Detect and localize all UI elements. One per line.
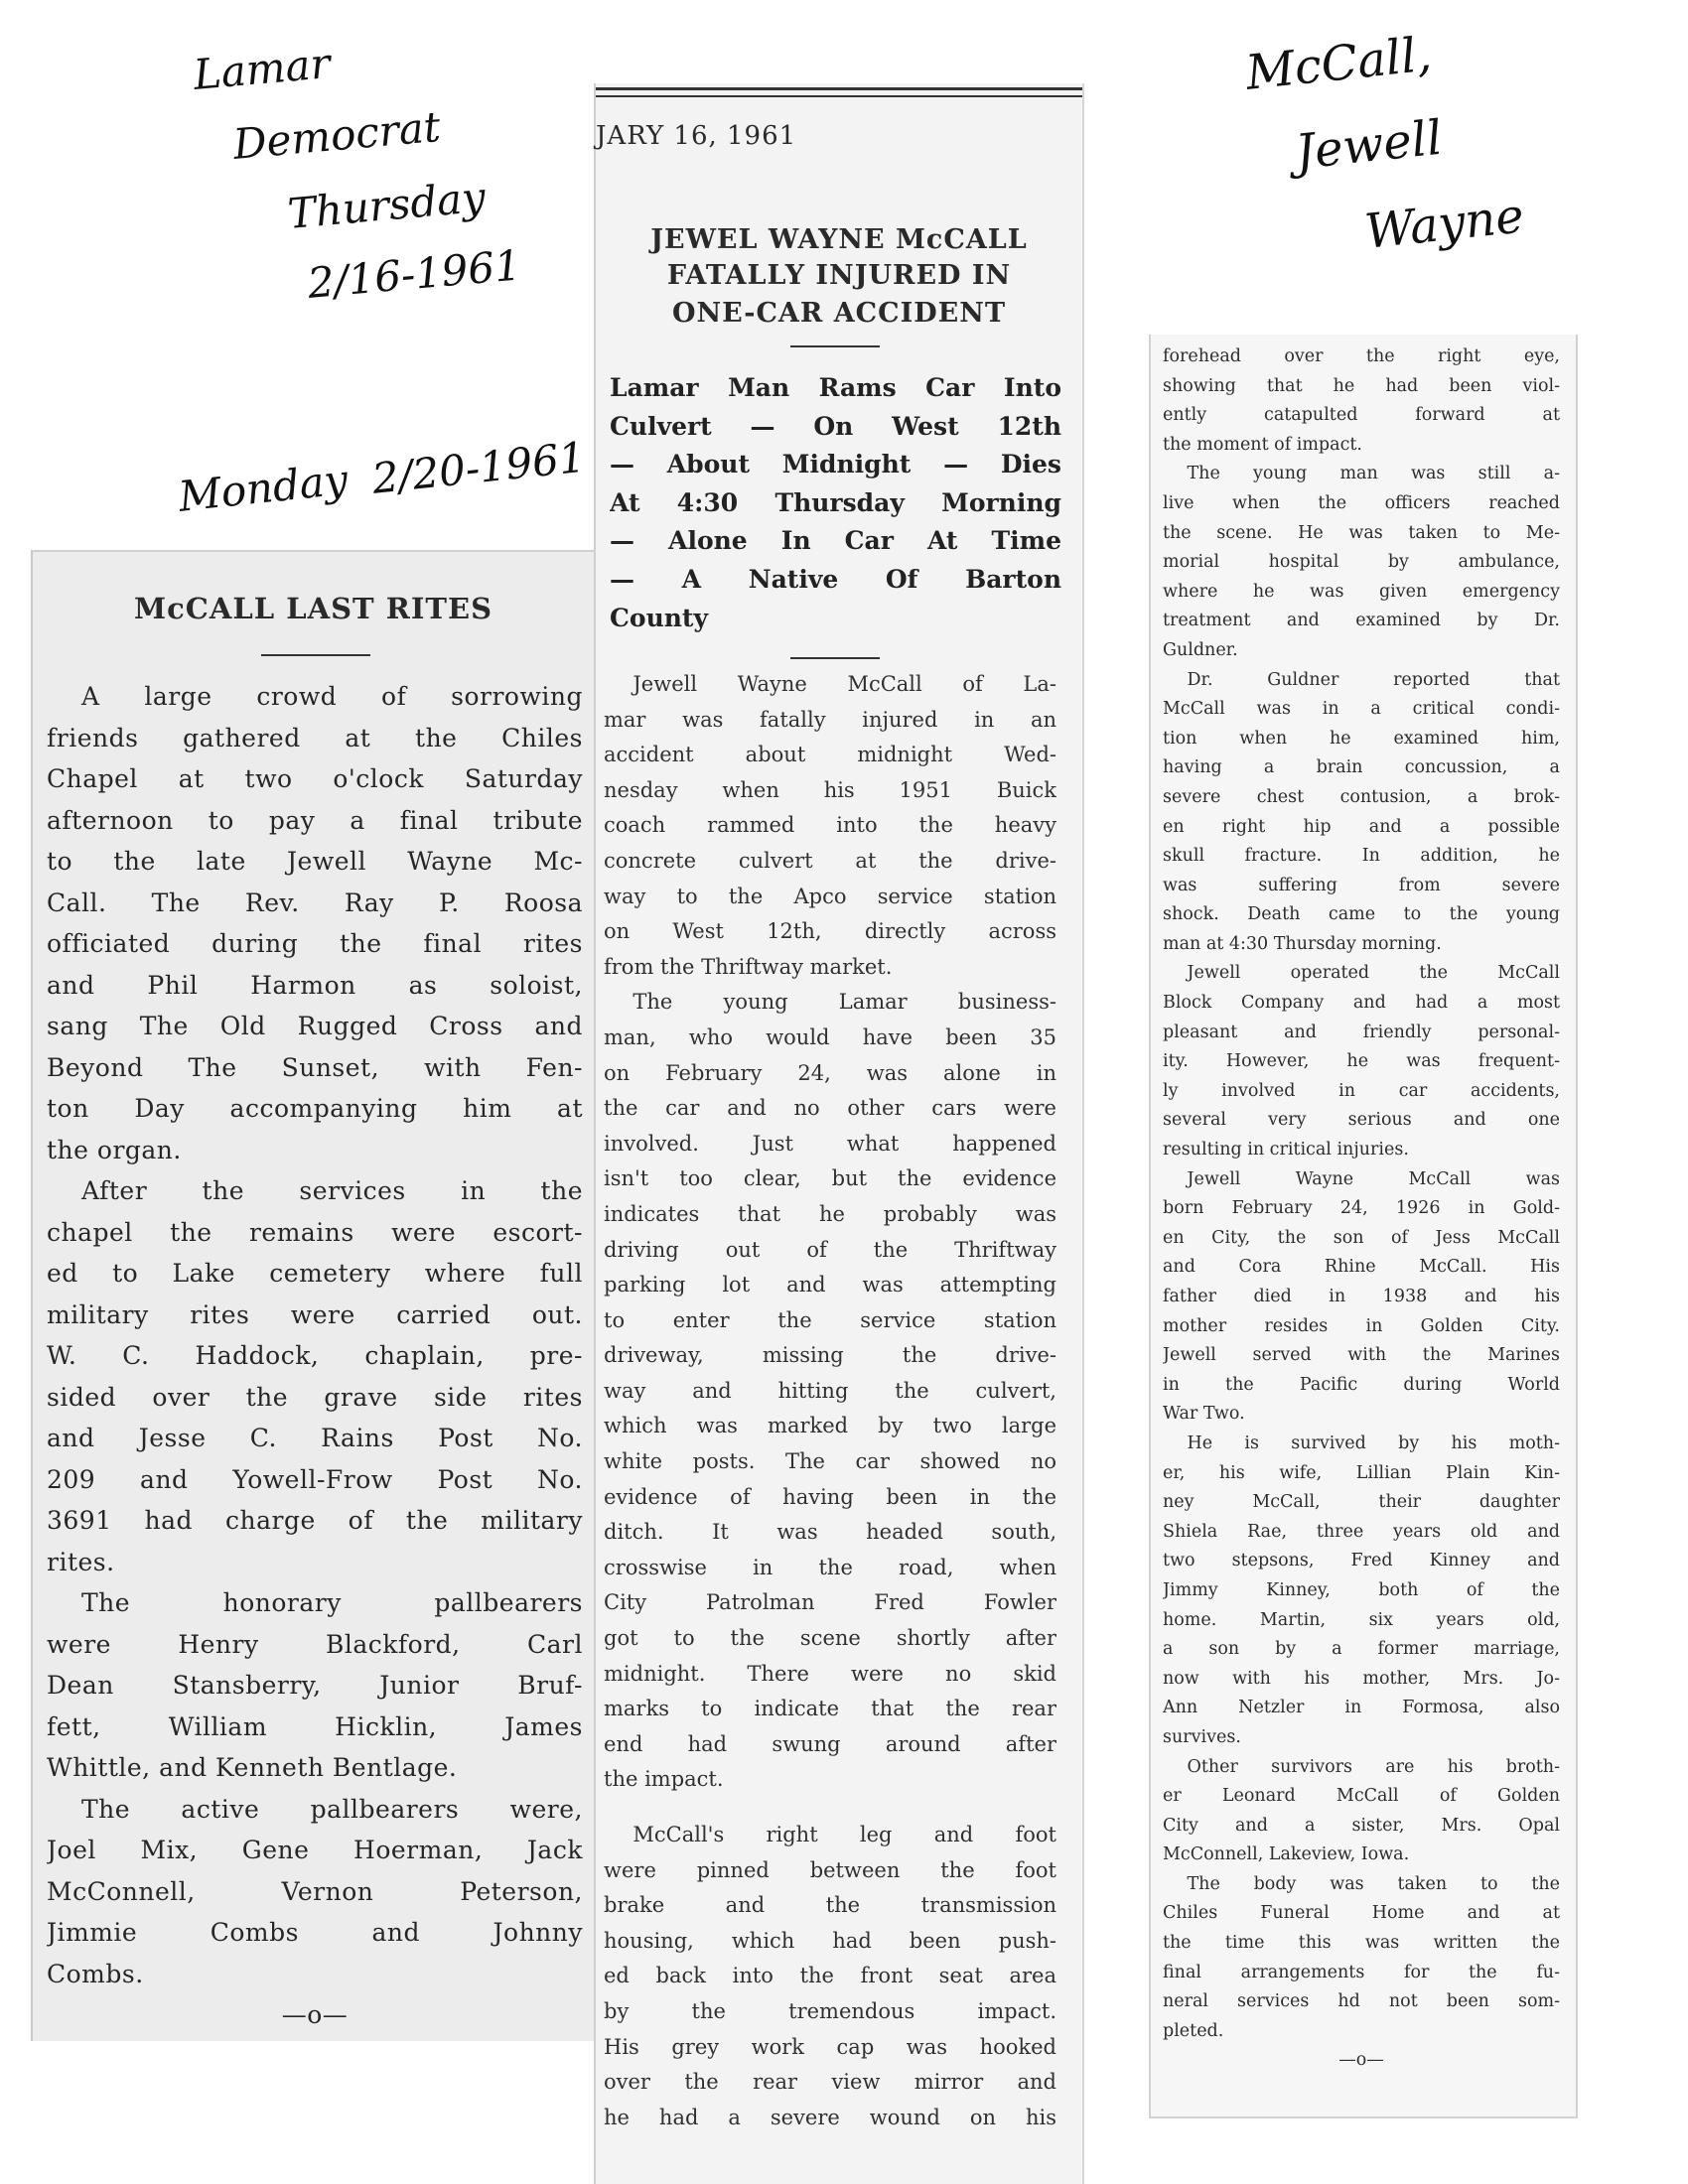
text-line: by the tremendous impact.: [604, 1998, 1056, 2023]
paragraph: [1163, 1165, 1560, 1430]
paragraph: [1163, 1430, 1560, 1753]
text-line: and Phil Harmon as soloist,: [47, 970, 583, 1000]
handwritten-word: Wayne: [1362, 188, 1527, 260]
text-line: pleasant and friendly personal-: [1163, 1022, 1560, 1042]
paragraph: [604, 1818, 1056, 2135]
text-line: tion when he examined him,: [1163, 728, 1560, 749]
text-line: live when the officers reached: [1163, 492, 1560, 513]
text-line: were Henry Blackford, Carl: [47, 1629, 583, 1659]
end-mark: —o—: [1338, 2050, 1384, 2071]
text-line: W. C. Haddock, chaplain, pre-: [47, 1341, 583, 1370]
text-line: midnight. There were no skid: [604, 1661, 1056, 1686]
text-line: pleted.: [1163, 2020, 1224, 2041]
text-line: where he was given emergency: [1163, 581, 1560, 602]
paragraph: [1163, 342, 1560, 460]
text-line: His grey work cap was hooked: [604, 2034, 1056, 2059]
text-line: skull fracture. In addition, he: [1163, 846, 1560, 867]
dateline: JARY 16, 1961: [596, 121, 797, 151]
text-line: Beyond The Sunset, with Fen-: [47, 1052, 583, 1082]
headline-line: ONE-CAR ACCIDENT: [671, 298, 1007, 329]
text-line: ney McCall, their daughter: [1163, 1492, 1560, 1513]
text-line: resulting in critical injuries.: [1163, 1140, 1409, 1160]
text-line: in the Pacific during World: [1163, 1374, 1560, 1395]
paragraph: [604, 985, 1056, 1798]
text-line: — About Midnight — Dies: [610, 450, 1061, 479]
text-line: McCall was in a critical condi-: [1163, 699, 1560, 720]
text-line: several very serious and one: [1163, 1110, 1560, 1131]
text-line: having a brain concussion, a: [1163, 757, 1560, 778]
end-mark: —o—: [281, 2000, 349, 2029]
text-line: sided over the grave side rites: [47, 1382, 583, 1412]
headline-line: FATALLY INJURED IN: [666, 260, 1012, 291]
text-line: — A Native Of Barton: [610, 564, 1061, 594]
text-line: survives.: [1163, 1726, 1241, 1747]
text-line: to the late Jewell Wayne Mc-: [47, 847, 583, 876]
text-line: — Alone In Car At Time: [610, 526, 1061, 556]
text-line: The honorary pallbearers: [81, 1588, 583, 1617]
handwritten-date: 2/16-1961: [305, 240, 523, 308]
clipping-accident-article: [594, 83, 1084, 2184]
text-line: two stepsons, Fred Kinney and: [1163, 1551, 1560, 1571]
text-line: The young Lamar business-: [633, 990, 1056, 1015]
text-line: Jewell Wayne McCall of La-: [633, 672, 1056, 696]
text-line: and Jesse C. Rains Post No.: [47, 1424, 583, 1452]
divider: [790, 657, 880, 659]
text-line: the impact.: [604, 1767, 724, 1792]
text-line: Other survivors are his broth-: [1187, 1756, 1560, 1777]
text-line: the car and no other cars were: [604, 1096, 1056, 1121]
text-line: white posts. The car showed no: [604, 1449, 1056, 1474]
text-line: home. Martin, six years old,: [1163, 1609, 1560, 1630]
text-line: shock. Death came to the young: [1163, 904, 1560, 925]
article-title: McCALL LAST RITES: [133, 592, 493, 625]
paragraph: [47, 1789, 583, 1995]
text-line: The active pallbearers were,: [81, 1794, 583, 1824]
text-line: man at 4:30 Thursday morning.: [1163, 933, 1442, 954]
subhead: [610, 369, 1061, 637]
paragraph: [1163, 666, 1560, 960]
text-line: er Leonard McCall of Golden: [1163, 1786, 1560, 1807]
text-line: rites.: [47, 1547, 115, 1576]
text-line: he had a severe wound on his: [604, 2105, 1056, 2129]
text-line: was suffering from severe: [1163, 875, 1560, 895]
text-line: final arrangements for the fu-: [1163, 1962, 1560, 1982]
text-line: officiated during the final rites: [47, 929, 583, 958]
paragraph: [1163, 1870, 1560, 2047]
text-line: treatment and examined by Dr.: [1163, 611, 1560, 631]
text-line: McConnell, Lakeview, Iowa.: [1163, 1844, 1410, 1865]
text-line: coach rammed into the heavy: [604, 813, 1056, 838]
paragraph: [1163, 1753, 1560, 1870]
text-line: military rites were carried out.: [47, 1299, 583, 1329]
text-line: on February 24, was alone in: [604, 1060, 1056, 1085]
text-line: the moment of impact.: [1163, 434, 1362, 455]
text-line: to enter the service station: [604, 1307, 1056, 1332]
divider: [790, 345, 880, 347]
text-line: The body was taken to the: [1187, 1873, 1560, 1894]
text-line: over the rear view mirror and: [604, 2070, 1056, 2095]
text-line: Lamar Man Rams Car Into: [610, 373, 1061, 402]
clipping-article-continued: [1149, 335, 1578, 2118]
paragraph: [604, 667, 1056, 985]
text-line: 3691 had charge of the military: [47, 1506, 583, 1535]
text-line: fett, William Hicklin, James: [47, 1711, 583, 1741]
text-line: end had swung around after: [604, 1731, 1056, 1756]
text-line: At 4:30 Thursday Morning: [610, 487, 1061, 517]
handwritten-word: Lamar: [191, 39, 333, 99]
paragraph: [47, 1170, 583, 1582]
text-line: accident about midnight Wed-: [604, 743, 1056, 767]
text-line: Guldner.: [1163, 639, 1238, 660]
text-line: were pinned between the foot: [604, 1857, 1056, 1882]
text-line: ly involved in car accidents,: [1163, 1080, 1560, 1101]
text-line: showing that he had been viol-: [1163, 375, 1560, 396]
text-line: Jimmie Combs and Johnny: [47, 1918, 583, 1947]
handwritten-date: 2/20-1961: [369, 432, 588, 503]
text-line: on West 12th, directly across: [604, 919, 1056, 944]
text-line: the scene. He was taken to Me-: [1163, 522, 1560, 543]
handwritten-word: Thursday: [285, 172, 488, 238]
text-line: Jewell served with the Marines: [1163, 1345, 1560, 1366]
text-line: After the services in the: [81, 1176, 583, 1205]
handwritten-word: McCall,: [1243, 26, 1435, 101]
text-line: indicates that he probably was: [604, 1201, 1056, 1226]
text-line: ton Day accompanying him at: [47, 1094, 583, 1123]
text-line: ed back into the front seat area: [604, 1964, 1056, 1988]
text-line: from the Thriftway market.: [604, 954, 893, 979]
paragraph: [47, 1582, 583, 1789]
text-line: driving out of the Thriftway: [604, 1237, 1056, 1262]
text-line: man, who would have been 35: [604, 1024, 1056, 1049]
text-line: McCall's right leg and foot: [633, 1823, 1056, 1846]
article-body: [1163, 342, 1560, 2076]
text-line: nesday when his 1951 Buick: [604, 777, 1056, 802]
paragraph: [1163, 460, 1560, 665]
text-line: brake and the transmission: [604, 1893, 1056, 1918]
text-line: born February 24, 1926 in Gold-: [1163, 1198, 1560, 1219]
text-line: sang The Old Rugged Cross and: [47, 1012, 583, 1040]
text-line: en right hip and a possible: [1163, 816, 1560, 837]
text-line: Block Company and had a most: [1163, 993, 1560, 1014]
article-body: [604, 667, 1056, 2135]
text-line: the time this was written the: [1163, 1933, 1560, 1954]
text-line: Dean Stansberry, Junior Bruf-: [47, 1671, 583, 1700]
clipping-last-rites: [31, 550, 594, 2041]
text-line: Joel Mix, Gene Hoerman, Jack: [47, 1836, 583, 1864]
text-line: the organ.: [47, 1135, 182, 1164]
text-line: got to the scene shortly after: [604, 1626, 1056, 1651]
text-line: Jimmy Kinney, both of the: [1163, 1579, 1560, 1600]
paragraph-gap: [604, 1798, 1056, 1818]
text-line: ity. However, he was frequent-: [1163, 1051, 1560, 1072]
text-line: which was marked by two large: [604, 1414, 1056, 1438]
text-line: City and a sister, Mrs. Opal: [1163, 1815, 1560, 1836]
text-line: a son by a former marriage,: [1163, 1639, 1560, 1660]
text-line: afternoon to pay a final tribute: [47, 805, 583, 835]
text-line: marks to indicate that the rear: [604, 1697, 1056, 1721]
text-line: friends gathered at the Chiles: [47, 723, 583, 752]
text-line: and Cora Rhine McCall. His: [1163, 1257, 1560, 1278]
text-line: forehead over the right eye,: [1163, 346, 1560, 366]
text-line: ently catapulted forward at: [1163, 405, 1560, 426]
text-line: chapel the remains were escort-: [47, 1217, 583, 1247]
text-line: severe chest contusion, a brok-: [1163, 786, 1560, 807]
article-body: [47, 676, 583, 2036]
text-line: parking lot and was attempting: [604, 1273, 1056, 1297]
top-rule: [596, 95, 1082, 97]
text-line: City Patrolman Fred Fowler: [604, 1590, 1056, 1615]
text-line: housing, which had been push-: [604, 1928, 1056, 1953]
text-line: Combs.: [47, 1959, 144, 1988]
text-line: involved. Just what happened: [604, 1131, 1056, 1156]
paragraph: [1163, 959, 1560, 1164]
text-line: County: [610, 603, 708, 632]
top-rule: [596, 87, 1082, 90]
text-line: Ann Netzler in Formosa, also: [1163, 1698, 1560, 1718]
text-line: father died in 1938 and his: [1163, 1287, 1560, 1306]
divider: [261, 654, 370, 656]
text-line: He is survived by his moth-: [1187, 1433, 1560, 1453]
text-line: Jewell Wayne McCall was: [1187, 1168, 1560, 1189]
text-line: ditch. It was headed south,: [604, 1520, 1056, 1545]
handwritten-word: Monday: [176, 455, 351, 521]
text-line: ed to Lake cemetery where full: [47, 1259, 583, 1288]
text-line: Call. The Rev. Ray P. Roosa: [47, 887, 583, 917]
paragraph: [47, 676, 583, 1170]
text-line: crosswise in the road, when: [604, 1555, 1056, 1579]
text-line: concrete culvert at the drive-: [604, 848, 1056, 873]
text-line: morial hospital by ambulance,: [1163, 552, 1560, 573]
text-line: now with his mother, Mrs. Jo-: [1163, 1668, 1560, 1689]
text-line: evidence of having been in the: [604, 1484, 1056, 1509]
text-line: A large crowd of sorrowing: [81, 682, 583, 711]
text-line: driveway, missing the drive-: [604, 1343, 1056, 1368]
text-line: isn't too clear, but the evidence: [604, 1166, 1056, 1191]
text-line: McConnell, Vernon Peterson,: [47, 1876, 583, 1906]
text-line: mother resides in Golden City.: [1163, 1315, 1560, 1336]
text-line: en City, the son of Jess McCall: [1163, 1227, 1560, 1248]
text-line: 209 and Yowell-Frow Post No.: [47, 1464, 583, 1494]
text-line: Dr. Guldner reported that: [1187, 669, 1560, 690]
text-line: mar was fatally injured in an: [604, 707, 1056, 732]
headline-line: JEWEL WAYNE McCALL: [650, 224, 1028, 255]
text-line: Chiles Funeral Home and at: [1163, 1903, 1560, 1924]
handwritten-word: Democrat: [230, 101, 443, 169]
text-line: Whittle, and Kenneth Bentlage.: [47, 1753, 458, 1782]
text-line: way and hitting the culvert,: [604, 1378, 1056, 1403]
text-line: neral services hd not been som-: [1163, 1991, 1560, 2012]
text-line: The young man was still a-: [1187, 464, 1560, 484]
handwritten-word: Jewell: [1293, 109, 1445, 181]
text-line: Chapel at two o'clock Saturday: [47, 764, 583, 793]
text-line: er, his wife, Lillian Plain Kin-: [1163, 1462, 1560, 1483]
text-line: way to the Apco service station: [604, 884, 1056, 908]
text-line: War Two.: [1163, 1404, 1245, 1425]
text-line: Shiela Rae, three years old and: [1163, 1521, 1560, 1542]
text-line: Jewell operated the McCall: [1187, 963, 1560, 984]
text-line: Culvert — On West 12th: [610, 411, 1061, 441]
